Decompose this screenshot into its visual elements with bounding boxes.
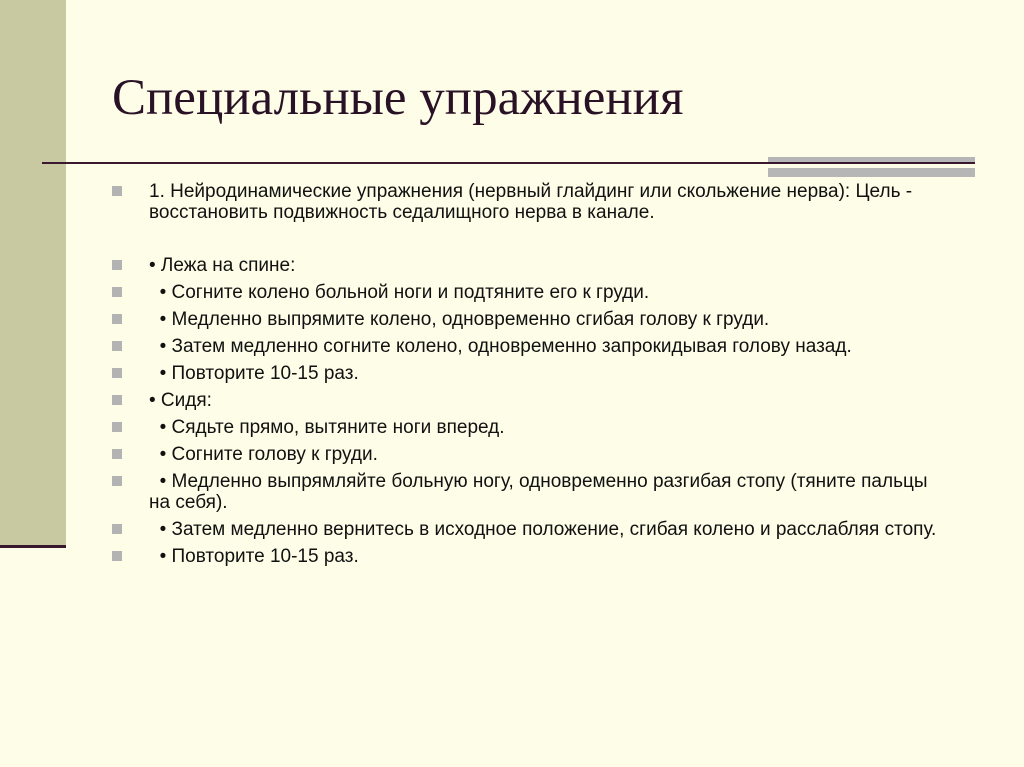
list-item (112, 282, 942, 303)
list-item (112, 255, 942, 276)
list-item (112, 519, 942, 540)
square-bullet-icon (112, 186, 122, 196)
left-bar-underline (0, 545, 66, 548)
list-item (112, 363, 942, 384)
list-item-text: • Медленно выпрямляйте больную ногу, одновременно разгибая стопу (тяните пальцы на себя). (149, 471, 933, 513)
list-item-text: • Затем медленно согните колено, одновременно запрокидывая голову назад. (149, 336, 852, 357)
list-item (112, 471, 942, 513)
slide-title: Специальные упражнения (112, 70, 684, 126)
list-item-text: • Повторите 10-15 раз. (149, 363, 359, 384)
list-item-text: • Сядьте прямо, вытяните ноги вперед. (149, 417, 505, 438)
list-item-text: • Затем медленно вернитесь в исходное положение, сгибая колено и расслабляя стопу. (149, 519, 937, 540)
list-item (112, 336, 942, 357)
list-item (112, 417, 942, 438)
square-bullet-icon (112, 368, 122, 378)
square-bullet-icon (112, 395, 122, 405)
list-item (112, 181, 942, 223)
list-item-text: • Согните голову к груди. (149, 444, 378, 465)
list-item-text: 1. Нейродинамические упражнения (нервный глайдинг или скольжение нерва): Цель - восстановить подвижность седалищного нерва в канале. (149, 181, 918, 223)
list-item-text: • Согните колено больной ноги и подтяните его к груди. (149, 282, 650, 303)
list-item (112, 390, 942, 411)
list-item-text: • Сидя: (149, 390, 212, 411)
list-item (112, 546, 942, 567)
square-bullet-icon (112, 314, 122, 324)
list-item-text: • Медленно выпрямите колено, одновременно сгибая голову к груди. (149, 309, 770, 330)
list-item-text: • Повторите 10-15 раз. (149, 546, 359, 567)
square-bullet-icon (112, 449, 122, 459)
square-bullet-icon (112, 551, 122, 561)
left-decorative-bar (0, 0, 66, 547)
bullet-list (112, 181, 942, 573)
square-bullet-icon (112, 422, 122, 432)
title-accent-bar-bottom (768, 168, 975, 177)
square-bullet-icon (112, 476, 122, 486)
square-bullet-icon (112, 341, 122, 351)
square-bullet-icon (112, 287, 122, 297)
square-bullet-icon (112, 260, 122, 270)
list-item (112, 444, 942, 465)
title-divider (42, 162, 975, 164)
square-bullet-icon (112, 524, 122, 534)
list-item-text: • Лежа на спине: (149, 255, 296, 276)
list-item (112, 309, 942, 330)
